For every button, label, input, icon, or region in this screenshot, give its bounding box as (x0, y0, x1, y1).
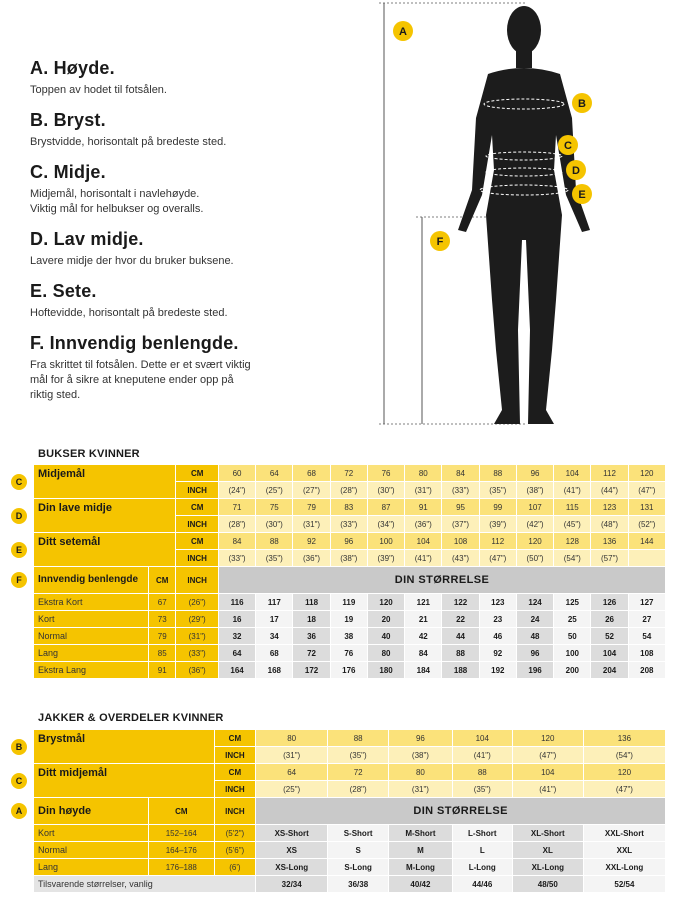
unit-cm: CM (176, 499, 218, 515)
pants-cm-value: 88 (256, 533, 292, 549)
size-cell: XS-Long (256, 859, 327, 875)
pants-section-title: BUKSER KVINNER (38, 448, 140, 460)
height-row-inch: (6') (215, 859, 256, 875)
inseam-row (11, 611, 665, 627)
inseam-row (11, 628, 665, 644)
measure-desc-c: Midjemål, horisontalt i navlehøyde. Viktig mål for helbukser og overalls. (30, 188, 204, 215)
row-badge-d: D (11, 508, 27, 524)
pants-inch-value: (39") (368, 550, 404, 566)
size-cell: 88 (442, 645, 478, 661)
jackets-cm-value: 88 (453, 764, 512, 780)
pants-inch-value: (44") (591, 482, 627, 498)
size-cell: 16 (219, 611, 255, 627)
unit-inch: INCH (176, 550, 218, 566)
size-cell: XS (256, 842, 327, 858)
size-cell: 188 (442, 662, 478, 678)
pants-inch-value: (24") (219, 482, 255, 498)
fit-size-cell: 48/50 (513, 876, 583, 892)
unit-cm: CM (176, 533, 218, 549)
row-badge-cell (11, 499, 33, 532)
size-cell: 204 (591, 662, 627, 678)
size-cell: 172 (293, 662, 329, 678)
size-cell: 208 (629, 662, 665, 678)
size-cell: 44 (442, 628, 478, 644)
jackets-inch-value: (28") (328, 781, 388, 797)
pants-row-cm (11, 499, 665, 515)
jackets-cm-value: 104 (453, 730, 512, 746)
measure-desc-d: Lavere midje der hvor du bruker buksene. (30, 255, 234, 267)
row-badge-cell (11, 533, 33, 566)
row-badge-f: F (11, 572, 27, 588)
size-cell: 108 (629, 645, 665, 661)
pants-cm-value: 92 (293, 533, 329, 549)
size-cell: 120 (368, 594, 404, 610)
size-cell: XL (513, 842, 583, 858)
size-cell: 36 (293, 628, 329, 644)
size-cell: XXL-Long (584, 859, 665, 875)
size-cell: 80 (368, 645, 404, 661)
size-cell: 184 (405, 662, 441, 678)
row-badge-b: B (11, 739, 27, 755)
din-size-header: DIN STØRRELSE (256, 798, 665, 824)
size-cell: 125 (554, 594, 590, 610)
pants-cm-value: 95 (442, 499, 478, 515)
pants-cm-value: 136 (591, 533, 627, 549)
pants-inch-value: (42") (517, 516, 553, 532)
jackets-inch-value: (31") (256, 747, 327, 763)
pants-row-label: Ditt setemål (34, 533, 175, 566)
measure-desc-f: Fra skrittet til fotsålen. Dette er et svært viktig mål for å sikre at kneputene ender opp på riktig sted. (30, 359, 251, 401)
unit-inch: INCH (176, 482, 218, 498)
height-row-cm: 164–176 (149, 842, 214, 858)
jackets-row-label: Ditt midjemål (34, 764, 214, 797)
fit-size-cell: 32/34 (256, 876, 327, 892)
pants-inch-value: (31") (293, 516, 329, 532)
measure-title-e: E. Sete. (30, 281, 97, 301)
pants-cm-value: 107 (517, 499, 553, 515)
pants-inch-value: (36") (293, 550, 329, 566)
measure-desc-b: Brystvidde, horisontalt på bredeste sted. (30, 136, 227, 148)
measure-title-b: B. Bryst. (30, 110, 106, 130)
pants-inch-value: (30") (256, 516, 292, 532)
jackets-inch-value: (41") (453, 747, 512, 763)
measurement-guide (30, 58, 330, 415)
pants-inch-value: (41") (405, 550, 441, 566)
svg-text:D: D (572, 165, 580, 177)
inseam-row-inch: (31") (176, 628, 218, 644)
pants-cm-value: 120 (517, 533, 553, 549)
svg-text:E: E (578, 189, 586, 201)
row-badge-cell (11, 645, 33, 661)
size-cell: 32 (219, 628, 255, 644)
size-cell: 168 (256, 662, 292, 678)
inseam-row (11, 594, 665, 610)
pants-inch-value: (35") (480, 482, 516, 498)
pants-inch-value (629, 550, 665, 566)
height-row-name: Kort (34, 825, 148, 841)
pants-cm-value: 64 (256, 465, 292, 481)
row-badge-cell (11, 465, 33, 498)
pants-cm-value: 84 (219, 533, 255, 549)
size-cell: 42 (405, 628, 441, 644)
size-cell: 26 (591, 611, 627, 627)
size-cell: 180 (368, 662, 404, 678)
pants-cm-value: 108 (442, 533, 478, 549)
jackets-inch-value: (25") (256, 781, 327, 797)
size-cell: M (389, 842, 452, 858)
figure-badge-e (572, 184, 592, 204)
jackets-inch-value: (54") (584, 747, 665, 763)
size-cell: XL-Long (513, 859, 583, 875)
size-cell: 118 (293, 594, 329, 610)
fit-label: Tilsvarende størrelser, vanlig (34, 876, 255, 892)
pants-cm-value: 88 (480, 465, 516, 481)
size-cell: 52 (591, 628, 627, 644)
height-row (11, 825, 665, 841)
jackets-cm-value: 88 (328, 730, 388, 746)
jackets-cm-value: 120 (584, 764, 665, 780)
jackets-inch-value: (38") (389, 747, 452, 763)
height-row-inch: (5'2") (215, 825, 256, 841)
pants-inch-value: (33") (219, 550, 255, 566)
jackets-cm-value: 72 (328, 764, 388, 780)
height-unit-inch: INCH (215, 798, 256, 824)
size-cell: 21 (405, 611, 441, 627)
pants-inch-value: (36") (405, 516, 441, 532)
pants-cm-value: 71 (219, 499, 255, 515)
size-cell: 34 (256, 628, 292, 644)
pants-inch-value: (30") (368, 482, 404, 498)
size-cell: XS-Short (256, 825, 327, 841)
size-cell: 40 (368, 628, 404, 644)
pants-cm-value: 100 (368, 533, 404, 549)
pants-cm-value: 76 (368, 465, 404, 481)
unit-cm: CM (215, 764, 256, 780)
inseam-unit-cm: CM (149, 567, 175, 593)
inseam-unit-inch: INCH (176, 567, 218, 593)
height-row (11, 859, 665, 875)
row-badge-cell (11, 842, 33, 858)
row-badge-a: A (11, 803, 27, 819)
pants-size-table (10, 464, 666, 679)
measure-title-d: D. Lav midje. (30, 229, 144, 249)
pants-cm-value: 144 (629, 533, 665, 549)
row-badge-e: E (11, 542, 27, 558)
size-cell: 96 (517, 645, 553, 661)
size-cell: 116 (219, 594, 255, 610)
pants-inch-value: (43") (442, 550, 478, 566)
jackets-cm-value: 80 (256, 730, 327, 746)
pants-inch-value: (38") (331, 550, 367, 566)
body-figure (376, 0, 606, 430)
size-cell: 24 (517, 611, 553, 627)
jackets-row-cm (11, 730, 665, 746)
size-cell: 76 (331, 645, 367, 661)
unit-inch: INCH (176, 516, 218, 532)
size-cell: 48 (517, 628, 553, 644)
row-badge-cell (11, 730, 33, 763)
pants-cm-value: 83 (331, 499, 367, 515)
size-cell: 19 (331, 611, 367, 627)
height-label: Din høyde (34, 798, 148, 824)
pants-cm-value: 72 (331, 465, 367, 481)
measure-title-c: C. Midje. (30, 162, 106, 182)
height-row-name: Normal (34, 842, 148, 858)
height-row-cm: 152–164 (149, 825, 214, 841)
row-badge-cell (11, 628, 33, 644)
pants-inch-value: (45") (554, 516, 590, 532)
size-cell: 126 (591, 594, 627, 610)
fit-size-cell: 40/42 (389, 876, 452, 892)
pants-cm-value: 84 (442, 465, 478, 481)
pants-inch-value: (37") (442, 516, 478, 532)
inseam-row-cm: 73 (149, 611, 175, 627)
row-badge-cell (11, 567, 33, 593)
pants-cm-value: 115 (554, 499, 590, 515)
figure-badge-b (572, 93, 592, 113)
inseam-row-cm: 85 (149, 645, 175, 661)
inseam-row-cm: 67 (149, 594, 175, 610)
pants-inch-value: (33") (442, 482, 478, 498)
size-cell: L (453, 842, 512, 858)
height-row-inch: (5'6") (215, 842, 256, 858)
row-badge-cell (11, 662, 33, 678)
row-badge-c: C (11, 773, 27, 789)
size-cell: 22 (442, 611, 478, 627)
pants-inch-value: (54") (554, 550, 590, 566)
row-badge-c: C (11, 474, 27, 490)
pants-cm-value: 96 (517, 465, 553, 481)
size-cell: 18 (293, 611, 329, 627)
pants-inch-value: (33") (331, 516, 367, 532)
size-cell: 124 (517, 594, 553, 610)
size-cell: 176 (331, 662, 367, 678)
inseam-row-name: Lang (34, 645, 148, 661)
figure-badge-d (566, 160, 586, 180)
pants-inch-value: (52") (629, 516, 665, 532)
height-header-row (11, 798, 665, 824)
size-cell: 196 (517, 662, 553, 678)
jackets-inch-value: (35") (453, 781, 512, 797)
size-cell: 117 (256, 594, 292, 610)
inseam-header-row (11, 567, 665, 593)
pants-cm-value: 104 (405, 533, 441, 549)
jackets-cm-value: 136 (584, 730, 665, 746)
inseam-row (11, 645, 665, 661)
pants-inch-value: (35") (256, 550, 292, 566)
inseam-row-name: Kort (34, 611, 148, 627)
jackets-cm-value: 64 (256, 764, 327, 780)
size-cell: 54 (629, 628, 665, 644)
pants-inch-value: (28") (331, 482, 367, 498)
svg-text:F: F (436, 236, 444, 248)
pants-inch-value: (48") (591, 516, 627, 532)
pants-cm-value: 104 (554, 465, 590, 481)
size-cell: 46 (480, 628, 516, 644)
row-badge-cell (11, 798, 33, 824)
size-cell: 104 (591, 645, 627, 661)
size-cell: S-Short (328, 825, 388, 841)
pants-inch-value: (38") (517, 482, 553, 498)
pants-inch-value: (25") (256, 482, 292, 498)
size-cell: M-Short (389, 825, 452, 841)
size-cell: L-Long (453, 859, 512, 875)
measure-desc-a: Toppen av hodet til fotsålen. (30, 84, 167, 96)
pants-cm-value: 131 (629, 499, 665, 515)
fit-row (11, 876, 665, 892)
size-cell: 127 (629, 594, 665, 610)
pants-cm-value: 87 (368, 499, 404, 515)
size-cell: 17 (256, 611, 292, 627)
size-cell: 23 (480, 611, 516, 627)
inseam-row-name: Ekstra Kort (34, 594, 148, 610)
jackets-inch-value: (47") (513, 747, 583, 763)
fit-size-cell: 36/38 (328, 876, 388, 892)
pants-inch-value: (39") (480, 516, 516, 532)
inseam-row-cm: 79 (149, 628, 175, 644)
size-cell: 200 (554, 662, 590, 678)
pants-cm-value: 128 (554, 533, 590, 549)
jackets-inch-value: (47") (584, 781, 665, 797)
row-badge-cell (11, 859, 33, 875)
pants-cm-value: 112 (480, 533, 516, 549)
size-cell: XXL-Short (584, 825, 665, 841)
inseam-row-name: Ekstra Lang (34, 662, 148, 678)
pants-inch-value: (57") (591, 550, 627, 566)
size-cell: 100 (554, 645, 590, 661)
pants-cm-value: 91 (405, 499, 441, 515)
row-badge-cell (11, 825, 33, 841)
size-cell: 27 (629, 611, 665, 627)
size-cell: 25 (554, 611, 590, 627)
jackets-cm-value: 104 (513, 764, 583, 780)
size-cell: 164 (219, 662, 255, 678)
size-cell: 64 (219, 645, 255, 661)
pants-cm-value: 112 (591, 465, 627, 481)
jackets-cm-value: 80 (389, 764, 452, 780)
unit-inch: INCH (215, 781, 256, 797)
unit-cm: CM (215, 730, 256, 746)
fit-size-cell: 52/54 (584, 876, 665, 892)
jackets-inch-value: (35") (328, 747, 388, 763)
pants-inch-value: (28") (219, 516, 255, 532)
size-cell: 122 (442, 594, 478, 610)
pants-row-label: Din lave midje (34, 499, 175, 532)
inseam-row-name: Normal (34, 628, 148, 644)
jackets-inch-value: (41") (513, 781, 583, 797)
pants-row-cm (11, 465, 665, 481)
jackets-cm-value: 96 (389, 730, 452, 746)
size-cell: 121 (405, 594, 441, 610)
row-badge-cell (11, 876, 33, 892)
jackets-inch-value: (31") (389, 781, 452, 797)
pants-row-cm (11, 533, 665, 549)
pants-cm-value: 79 (293, 499, 329, 515)
height-row-cm: 176–188 (149, 859, 214, 875)
size-cell: 192 (480, 662, 516, 678)
pants-inch-value: (34") (368, 516, 404, 532)
size-cell: 123 (480, 594, 516, 610)
pants-inch-value: (47") (480, 550, 516, 566)
pants-inch-value: (47") (629, 482, 665, 498)
height-row (11, 842, 665, 858)
jackets-section-title: JAKKER & OVERDELER KVINNER (38, 712, 224, 724)
pants-inch-value: (31") (405, 482, 441, 498)
din-size-header: DIN STØRRELSE (219, 567, 665, 593)
size-cell: S-Long (328, 859, 388, 875)
unit-cm: CM (176, 465, 218, 481)
inseam-row-inch: (29") (176, 611, 218, 627)
figure-badge-a (393, 21, 413, 41)
pants-inch-value: (27") (293, 482, 329, 498)
row-badge-cell (11, 594, 33, 610)
size-cell: XXL (584, 842, 665, 858)
size-cell: 68 (256, 645, 292, 661)
pants-cm-value: 68 (293, 465, 329, 481)
height-unit-cm: CM (149, 798, 214, 824)
size-cell: M-Long (389, 859, 452, 875)
size-cell: 38 (331, 628, 367, 644)
jackets-row-label: Brystmål (34, 730, 214, 763)
pants-cm-value: 99 (480, 499, 516, 515)
figure-badge-c (558, 135, 578, 155)
svg-text:A: A (399, 26, 407, 38)
height-row-name: Lang (34, 859, 148, 875)
svg-text:C: C (564, 140, 572, 152)
row-badge-cell (11, 611, 33, 627)
size-cell: 20 (368, 611, 404, 627)
row-badge-cell (11, 764, 33, 797)
body-silhouette (376, 0, 606, 430)
pants-cm-value: 60 (219, 465, 255, 481)
measure-desc-e: Hoftevidde, horisontalt på bredeste sted. (30, 307, 228, 319)
pants-cm-value: 80 (405, 465, 441, 481)
size-cell: L-Short (453, 825, 512, 841)
size-cell: 50 (554, 628, 590, 644)
jackets-size-table (10, 729, 666, 893)
pants-row-label: Midjemål (34, 465, 175, 498)
size-cell: 72 (293, 645, 329, 661)
inseam-row (11, 662, 665, 678)
jackets-cm-value: 120 (513, 730, 583, 746)
pants-inch-value: (50") (517, 550, 553, 566)
fit-size-cell: 44/46 (453, 876, 512, 892)
size-cell: XL-Short (513, 825, 583, 841)
pants-cm-value: 123 (591, 499, 627, 515)
measure-title-a: A. Høyde. (30, 58, 115, 78)
pants-cm-value: 120 (629, 465, 665, 481)
figure-badge-f (430, 231, 450, 251)
unit-inch: INCH (215, 747, 256, 763)
inseam-row-inch: (26") (176, 594, 218, 610)
size-cell: S (328, 842, 388, 858)
inseam-row-inch: (33") (176, 645, 218, 661)
inseam-row-cm: 91 (149, 662, 175, 678)
inseam-label: Innvendig benlengde (34, 567, 148, 593)
svg-text:B: B (578, 98, 586, 110)
pants-cm-value: 96 (331, 533, 367, 549)
pants-cm-value: 75 (256, 499, 292, 515)
jackets-row-cm (11, 764, 665, 780)
size-cell: 92 (480, 645, 516, 661)
size-cell: 119 (331, 594, 367, 610)
pants-inch-value: (41") (554, 482, 590, 498)
inseam-row-inch: (36") (176, 662, 218, 678)
size-cell: 84 (405, 645, 441, 661)
measure-title-f: F. Innvendig benlengde. (30, 333, 239, 353)
